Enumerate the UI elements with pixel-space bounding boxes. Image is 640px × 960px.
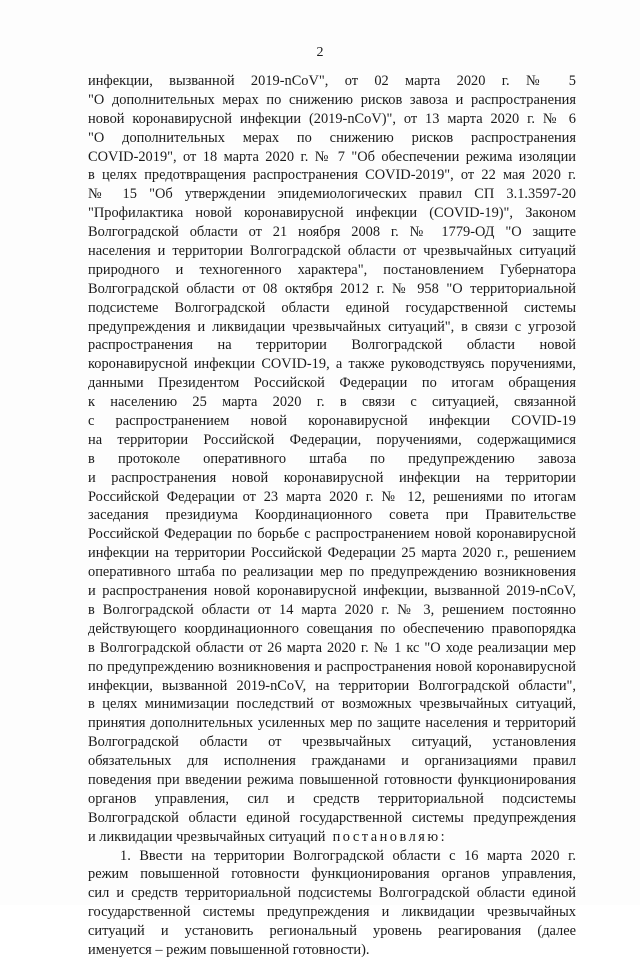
text-line: распространения на территории Волгоградской области новой (88, 337, 576, 354)
text-line: по предупреждению возникновения и распространения новой коронавирусной (88, 658, 576, 675)
text-line: природного и техногенного характера", постановлением Губернатора (88, 261, 576, 278)
text-line: сил и средств территориальной подсистемы Волгоградской области единой (88, 885, 576, 902)
text-line: обязательных для исполнения гражданами и организациями правил (88, 753, 576, 770)
resolution-keyword: постановляю: (332, 828, 448, 845)
text-line: действующего координационного совещания по обеспечению правопорядка (88, 620, 576, 637)
text-line: Волгоградской области от 08 октября 2012 г. № 958 "О территориальной (88, 280, 576, 297)
text-line: в целях предотвращения распространения COVID-2019", от 22 мая 2020 г. (88, 167, 576, 184)
text-line: с распространением новой коронавирусной инфекции COVID-19 (88, 413, 576, 430)
text-line: Российской Федерации от 23 марта 2020 г. № 12, решениями по итогам (88, 488, 576, 505)
text-line: инфекции на территории Российской Федерации 25 марта 2020 г., решением (88, 545, 576, 562)
text-line: Волгоградской области от 21 ноября 2008 г. № 1779-ОД "О защите (88, 224, 576, 241)
text-line: Волгоградской области от чрезвычайных ситуаций, установления (88, 734, 576, 751)
text-line: в целях минимизации последствий от возможных чрезвычайных ситуаций, (88, 696, 576, 713)
preamble-ending: и ликвидации чрезвычайных ситуаций (88, 828, 326, 845)
paragraph-item-1 (88, 847, 576, 960)
text-line: COVID-2019", от 18 марта 2020 г. № 7 "Об обеспечении режима изоляции (88, 148, 576, 165)
text-line: подсистеме Волгоградской области единой государственной системы (88, 299, 576, 316)
text-line: ситуаций и установить региональный уровень реагирования (далее (88, 923, 576, 940)
text-line: Российской Федерации по борьбе с распространением новой коронавирусной (88, 526, 576, 543)
text-line: предупреждения и ликвидации чрезвычайных ситуаций", в связи с угрозой (88, 318, 576, 335)
text-line: 1. Ввести на территории Волгоградской области с 16 марта 2020 г. (120, 847, 576, 864)
text-line: коронавирусной инфекции COVID-19, а также руководствуясь поручениями, (88, 356, 576, 373)
text-line: Волгоградской области единой государственной системы предупреждения (88, 809, 576, 826)
text-line: инфекции, вызванной 2019-nCoV", от 02 марта 2020 г. № 5 (88, 73, 576, 89)
text-line: населения и территории Волгоградской области от чрезвычайных ситуаций (88, 243, 576, 260)
text-line: в Волгоградской области от 14 марта 2020 г. № 3, решением постоянно (88, 601, 576, 618)
text-line: оперативного штаба по реализации мер по предупреждению возникновения (88, 564, 576, 581)
text-line: именуется – режим повышенной готовности). (88, 941, 370, 958)
text-line: принятия дополнительных усиленных мер по защите населения и территорий (88, 715, 576, 732)
text-line: "О дополнительных мерах по снижению рисков завоза и распространения (88, 91, 576, 108)
text-line: данными Президентом Российской Федерации по итогам обращения (88, 375, 576, 392)
text-line: заседания президиума Координационного совета при Правительстве (88, 507, 576, 524)
text-line: на территории Российской Федерации, поручениями, содержащимися (88, 431, 576, 448)
text-line: режим повышенной готовности функционирования органов управления, (88, 866, 576, 883)
text-line: к населению 25 марта 2020 г. в связи с ситуацией, связанной (88, 394, 576, 411)
page-number: 2 (316, 45, 324, 60)
text-line: инфекции, вызванной 2019-nCoV, на территории Волгоградской области", (88, 677, 576, 694)
text-line: государственной системы предупреждения и ликвидации чрезвычайных (88, 904, 576, 921)
text-line: новой коронавирусной инфекции (2019-nCoV)", от 13 марта 2020 г. № 6 (88, 110, 576, 127)
text-line: "О дополнительных мерах по снижению рисков распространения (88, 129, 576, 146)
text-line: и распространения новой коронавирусной инфекции, вызванной 2019-nCoV, (88, 583, 576, 600)
text-line: "Профилактика новой коронавирусной инфекции (COVID-19)", Законом (88, 205, 576, 222)
paragraph-preamble (88, 72, 576, 847)
document-body (88, 72, 576, 960)
text-line: № 15 "Об утверждении эпидемиологических правил СП 3.1.3597-20 (88, 186, 576, 203)
text-line: в протоколе оперативного штаба по предупреждению завоза (88, 450, 576, 467)
text-line: органов управления, сил и средств территориальной подсистемы (88, 790, 576, 807)
text-line: и распространения новой коронавирусной инфекции на территории (88, 469, 576, 486)
text-line: в Волгоградской области от 26 марта 2020 г. № 1 кс "О ходе реализации мер (88, 639, 576, 656)
text-line-final (88, 828, 576, 847)
text-line: поведения при введении режима повышенной готовности функционирования (88, 771, 576, 788)
